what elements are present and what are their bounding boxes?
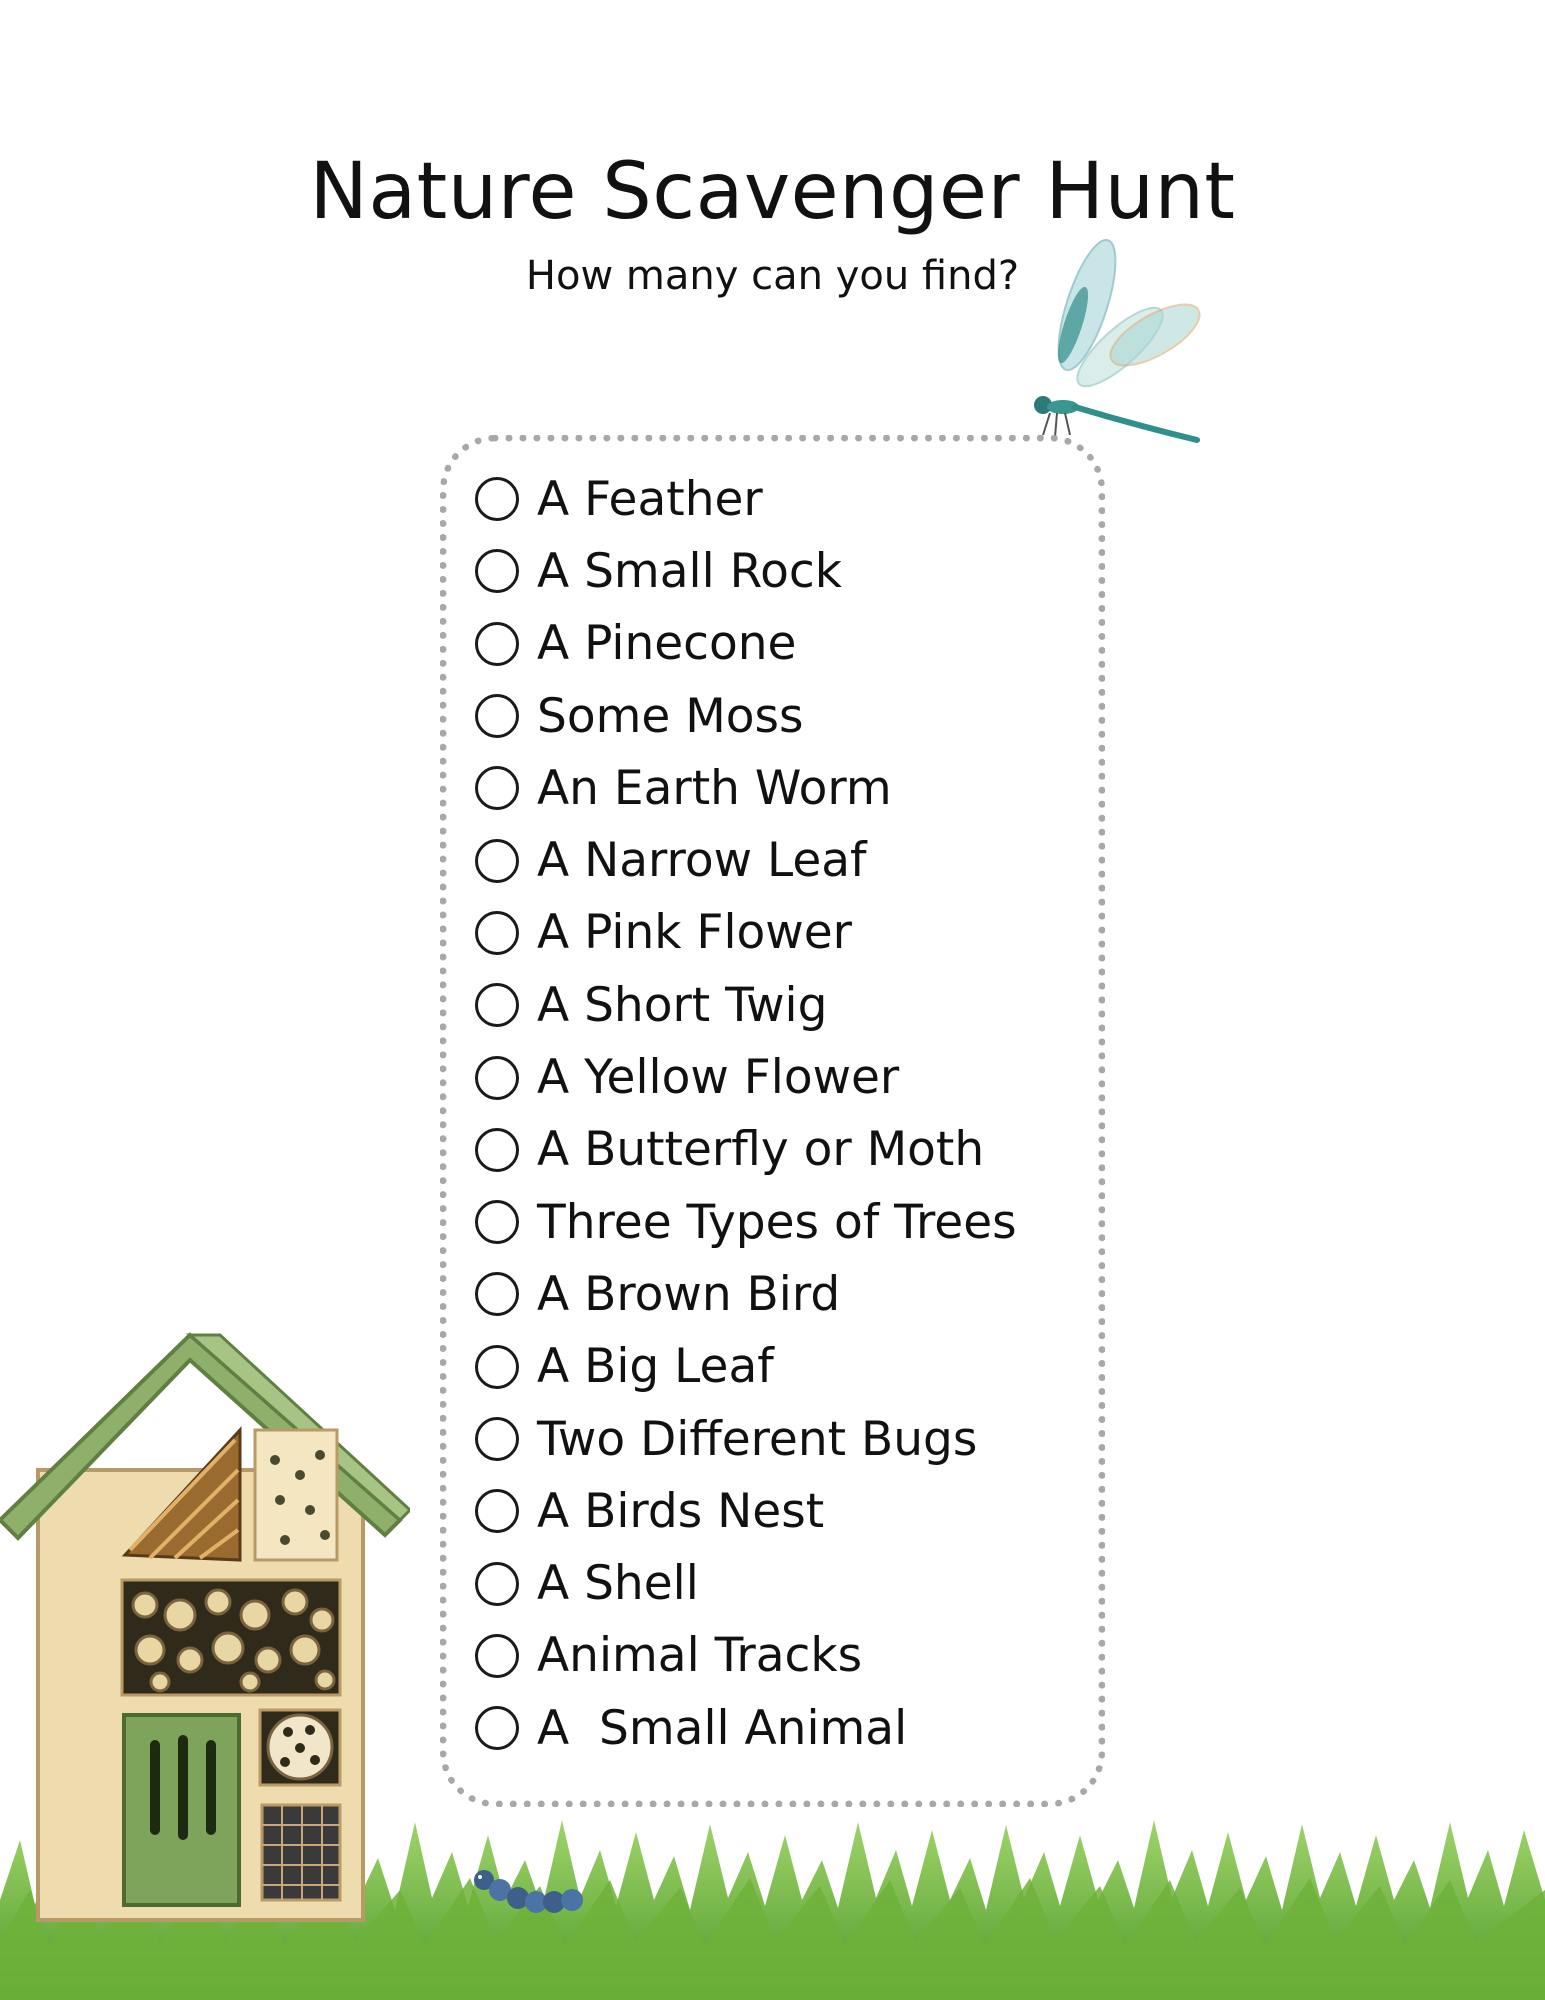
page-subtitle: How many can you find? — [525, 253, 1020, 299]
checkbox-circle[interactable] — [475, 839, 519, 883]
checklist-item[interactable] — [475, 1403, 1017, 1475]
checklist-item[interactable] — [475, 535, 1017, 607]
checklist-item-label: A Pinecone — [537, 616, 797, 672]
checklist-item-label: A Butterfly or Moth — [537, 1122, 985, 1178]
checkbox-circle[interactable] — [475, 549, 519, 593]
checklist-item-label: Three Types of Trees — [537, 1194, 1017, 1250]
checkbox-circle[interactable] — [475, 1128, 519, 1172]
checklist-item[interactable] — [475, 1258, 1017, 1330]
checklist-item[interactable] — [475, 752, 1017, 824]
checklist-item[interactable] — [475, 897, 1017, 969]
checkbox-circle[interactable] — [475, 1489, 519, 1533]
checklist-item-label: A Pink Flower — [537, 905, 852, 961]
checkbox-circle[interactable] — [475, 1634, 519, 1678]
checklist-item-label: Animal Tracks — [537, 1628, 863, 1684]
checkbox-circle[interactable] — [475, 1272, 519, 1316]
checkbox-circle[interactable] — [475, 983, 519, 1027]
checklist-item[interactable] — [475, 1475, 1017, 1547]
checklist-item-label: A Narrow Leaf — [537, 833, 867, 889]
scavenger-checklist — [475, 463, 1017, 1764]
checkbox-circle[interactable] — [475, 1706, 519, 1750]
checklist-item-label: Two Different Bugs — [537, 1411, 978, 1467]
checklist-item-label: An Earth Worm — [537, 760, 892, 816]
checkbox-circle[interactable] — [475, 1056, 519, 1100]
checklist-item[interactable] — [475, 969, 1017, 1041]
checklist-item-label: A Big Leaf — [537, 1339, 774, 1395]
dragonfly-illustration — [1015, 235, 1215, 455]
checklist-item[interactable] — [475, 1331, 1017, 1403]
checklist-item-label: Some Moss — [537, 688, 804, 744]
checklist-item-label: A Feather — [537, 471, 763, 527]
checklist-item-label: A Birds Nest — [537, 1483, 825, 1539]
checkbox-circle[interactable] — [475, 477, 519, 521]
page-title: Nature Scavenger Hunt — [309, 147, 1236, 237]
checklist-item[interactable] — [475, 680, 1017, 752]
checklist-item-label: A Brown Bird — [537, 1266, 841, 1322]
checklist-item[interactable] — [475, 824, 1017, 896]
checkbox-circle[interactable] — [475, 1417, 519, 1461]
caterpillar-illustration — [470, 1860, 595, 1920]
checkbox-circle[interactable] — [475, 1200, 519, 1244]
checklist-item-label: A Yellow Flower — [537, 1050, 900, 1106]
bug-hotel-illustration — [0, 1330, 410, 1930]
checklist-item[interactable] — [475, 463, 1017, 535]
checklist-item[interactable] — [475, 1620, 1017, 1692]
checklist-item[interactable] — [475, 1547, 1017, 1619]
checkbox-circle[interactable] — [475, 911, 519, 955]
checklist-item-label: A Small Animal — [537, 1700, 908, 1756]
checklist-item-label: A Shell — [537, 1556, 699, 1612]
checkbox-circle[interactable] — [475, 622, 519, 666]
checklist-item-label: A Short Twig — [537, 977, 828, 1033]
checkbox-circle[interactable] — [475, 694, 519, 738]
checklist-item[interactable] — [475, 1041, 1017, 1113]
checkbox-circle[interactable] — [475, 1562, 519, 1606]
checkbox-circle[interactable] — [475, 1345, 519, 1389]
checklist-item[interactable] — [475, 608, 1017, 680]
checkbox-circle[interactable] — [475, 766, 519, 810]
checklist-item-label: A Small Rock — [537, 543, 842, 599]
checklist-item[interactable] — [475, 1186, 1017, 1258]
checklist-item[interactable] — [475, 1114, 1017, 1186]
checklist-item[interactable] — [475, 1692, 1017, 1764]
